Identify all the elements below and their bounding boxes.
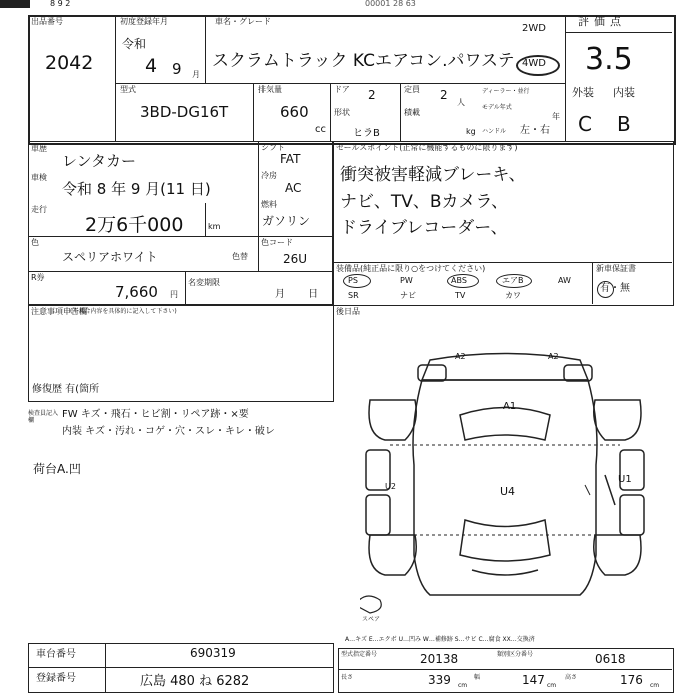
shift-value: FAT (280, 152, 301, 166)
mark-u2: U2 (385, 482, 396, 491)
width-value: 147 (522, 673, 545, 687)
recycle-unit: 円 (170, 290, 178, 299)
height-value: 176 (620, 673, 643, 687)
mark-a2-left: A2 (455, 352, 466, 361)
capacity-value: 2 (440, 88, 448, 102)
car-name: スクラムトラック KCエアコン.パワステ (212, 51, 515, 71)
footer-left-mid (28, 667, 333, 668)
first-reg-label: 初度登録年月 (120, 17, 168, 26)
equip-row-line (332, 262, 672, 263)
exterior-label: 外装 (572, 86, 594, 99)
height-unit: cm (650, 682, 660, 689)
score-label-line (565, 32, 672, 33)
header-divider-score (565, 15, 566, 142)
drive-2wd: 2WD (522, 23, 546, 34)
handwritten-note: 荷台A.凹 (33, 462, 81, 476)
fw-line: FW キズ・飛石・ヒビ割・リペア跡・×要 (62, 409, 249, 420)
shift-label: シフト (261, 143, 285, 152)
equip-tv: TV (455, 291, 466, 300)
repair-history: 修復歴 有(箇所 (32, 384, 100, 395)
recycle-divider (185, 271, 186, 304)
class-label: 類別区分番号 (497, 651, 534, 658)
era-text: 令和 (122, 37, 147, 51)
handle-value: 左・右 (520, 125, 550, 136)
recycle-label: R券 (31, 273, 45, 282)
type-cert-label: 型式指定番号 (341, 651, 378, 658)
width-unit: cm (547, 682, 557, 689)
km-divider (205, 203, 206, 236)
color-code-value: 26U (283, 252, 308, 266)
length-value: 339 (428, 673, 451, 687)
mark-u4: U4 (500, 485, 516, 498)
history-label: 車歴 (31, 144, 47, 153)
width-label: 幅 (474, 674, 481, 681)
serial-text: 00001 28 63 (365, 0, 416, 8)
notes-small: (不具合内容を具体的に記入して下さい) (70, 308, 177, 315)
length-label: 長さ (341, 674, 354, 681)
fuel-value: ガソリン (262, 214, 311, 228)
sales-point-3: ドライブレコーダー、 (340, 218, 508, 238)
length-unit: cm (458, 682, 468, 689)
warranty-value: 有・無 (600, 283, 630, 294)
mark-a1: A1 (503, 401, 517, 412)
model-year-label: モデル年式 (482, 104, 512, 111)
shape-value: ヒラB (353, 128, 380, 139)
equip-label: 装備品(純正品に限り○をつけてください) (336, 264, 486, 273)
header-small-text: 8 9 2 (50, 0, 71, 8)
month-unit: 月 (192, 70, 200, 79)
chassis-label: 車台番号 (36, 649, 76, 660)
footer-right-mid (338, 669, 672, 670)
top-stamp (0, 0, 30, 8)
sales-point-1: 衝突被害軽減ブレーキ、 (340, 165, 526, 185)
recycle-row-line (28, 271, 332, 272)
name-grade-label: 車名・グレード (215, 17, 271, 26)
warranty-divider (592, 262, 593, 304)
inspection-label: 車検 (31, 173, 47, 182)
chassis-value: 690319 (190, 646, 236, 660)
inspection-value: 令和 8 年 9 月(11 日) (62, 180, 211, 198)
sales-label: セールスポイント(正常に機能するものに限ります) (336, 143, 518, 152)
name-change-label: 名変期限 (188, 278, 220, 287)
model-label: 型式 (120, 85, 136, 94)
score-value: 3.5 (585, 42, 633, 77)
reg-no-label: 登録番号 (36, 673, 76, 684)
displacement-label: 排気量 (258, 85, 282, 94)
reg-no-value: 広島 480 ね 6282 (140, 674, 250, 689)
inspector-label: 検査員記入欄 (28, 410, 59, 424)
model-divider (253, 83, 254, 142)
mark-a2-right: A2 (548, 352, 559, 361)
mileage-label: 走行 (31, 205, 47, 214)
header-divider-firstreg (205, 15, 206, 83)
aircon-value: AC (285, 181, 302, 195)
score-label: 評価点 (578, 15, 626, 28)
warranty-circle (597, 281, 614, 298)
equip-aw: AW (558, 276, 571, 285)
warranty-label: 新車保証書 (596, 264, 636, 273)
capacity-label: 定員 (404, 85, 420, 94)
type-cert-value: 20138 (420, 652, 459, 666)
height-label: 高さ (565, 674, 578, 681)
notes-label: 注意事項申告欄 (31, 307, 87, 316)
model-year-unit: 年 (552, 112, 560, 121)
reg-year: 4 (145, 55, 158, 77)
fuel-label: 燃料 (261, 200, 277, 209)
lot-label: 出品番号 (31, 17, 63, 26)
load-label: 積載 (404, 108, 420, 117)
equip-sr: SR (348, 291, 359, 300)
equip-ps: PS (348, 276, 358, 285)
shift-divider (258, 141, 259, 236)
equip-abs: ABS (451, 276, 467, 285)
model-code: 3BD-DG16T (140, 103, 229, 121)
load-unit: kg (466, 127, 476, 136)
lot-number: 2042 (45, 52, 94, 74)
disp-divider (330, 83, 331, 142)
sales-point-2: ナビ、TV、Bカメラ、 (340, 192, 509, 212)
footer-left-divider (105, 643, 106, 692)
repaint-label: 色替 (232, 252, 248, 261)
rear-label: 後日品 (336, 307, 360, 316)
equip-navi: ナビ (400, 291, 416, 300)
equip-leather: カワ (505, 291, 521, 300)
equip-pw: PW (400, 276, 413, 285)
interior-line: 内装 キズ・汚れ・コゲ・穴・スレ・キレ・破レ (62, 426, 275, 437)
color-label: 色 (31, 238, 39, 247)
mark-u1: U1 (618, 474, 632, 485)
legend-text: A…キズ E…エクボ U…凹み W…補修跡 S…サビ C…腐食 XX…交換済 (345, 636, 535, 643)
color-value: スペリアホワイト (62, 250, 158, 264)
color-code-divider (258, 236, 259, 271)
history-value: レンタカー (62, 152, 137, 170)
header-divider-model (115, 83, 565, 84)
color-row-line (28, 236, 332, 237)
doors-label: ドア (334, 85, 350, 94)
capacity-unit: 人 (457, 98, 465, 107)
km-unit: km (208, 222, 221, 231)
cc-unit: cc (315, 124, 326, 135)
class-value: 0618 (595, 652, 626, 666)
doors-value: 2 (368, 88, 376, 102)
spare-label: スペア (362, 616, 381, 623)
dealer-label: ディーラー・並行 (482, 88, 530, 95)
interior-grade: B (617, 112, 631, 136)
equip-airbag: エアB (502, 276, 524, 285)
aircon-label: 冷房 (261, 171, 277, 180)
color-code-label: 色コード (261, 238, 293, 247)
mileage-value: 2万6千000 (85, 214, 184, 236)
header-divider-lot (115, 15, 116, 142)
handle-label: ハンドル (482, 128, 507, 135)
recycle-value: 7,660 (115, 283, 158, 301)
interior-label: 内装 (613, 86, 635, 99)
displacement-value: 660 (280, 103, 309, 121)
name-change-value: 月 日 (275, 289, 319, 300)
shape-label: 形状 (334, 108, 350, 117)
exterior-grade: C (578, 112, 592, 136)
drive-4wd: 4WD (522, 58, 546, 69)
doors-divider (400, 83, 401, 142)
reg-month: 9 (172, 60, 182, 78)
